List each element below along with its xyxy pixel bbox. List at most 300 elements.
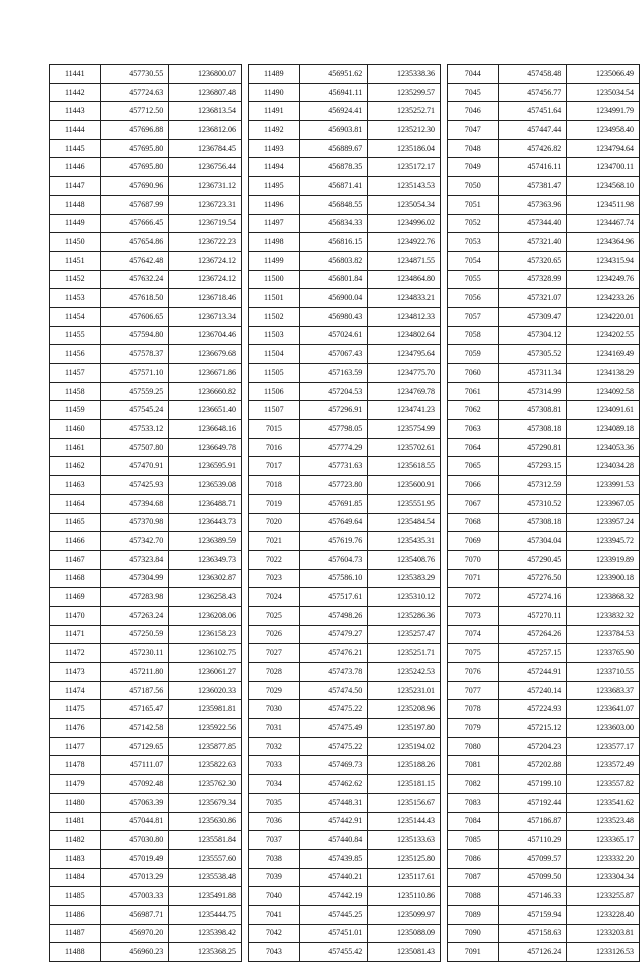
table-row: [50, 158, 242, 177]
x-coordinate-cell: 457455.42: [299, 943, 368, 962]
x-coordinate-cell: 456848.55: [299, 195, 368, 214]
point-id-cell: 11476: [50, 719, 101, 738]
coordinate-table-middle: [248, 64, 441, 962]
y-coordinate-cell: 1236258.43: [169, 588, 242, 607]
y-coordinate-cell: 1235922.56: [169, 719, 242, 738]
y-coordinate-cell: 1235066.49: [567, 65, 640, 84]
y-coordinate-cell: 1234795.64: [368, 345, 441, 364]
table-row: [249, 588, 441, 607]
y-coordinate-cell: 1234034.28: [567, 457, 640, 476]
point-id-cell: 7075: [448, 644, 499, 663]
y-coordinate-cell: 1235156.67: [368, 793, 441, 812]
table-row: [448, 775, 640, 794]
table-row: [448, 756, 640, 775]
y-coordinate-cell: 1234802.64: [368, 326, 441, 345]
x-coordinate-cell: 457250.59: [100, 625, 169, 644]
x-coordinate-cell: 457199.10: [498, 775, 567, 794]
table-row: [249, 364, 441, 383]
x-coordinate-cell: 457723.80: [299, 476, 368, 495]
table-row: [249, 924, 441, 943]
x-coordinate-cell: 457448.31: [299, 793, 368, 812]
point-id-cell: 7062: [448, 401, 499, 420]
point-id-cell: 7078: [448, 700, 499, 719]
table-row: [448, 195, 640, 214]
x-coordinate-cell: 457619.76: [299, 532, 368, 551]
y-coordinate-cell: 1235181.15: [368, 775, 441, 794]
x-coordinate-cell: 457215.12: [498, 719, 567, 738]
y-coordinate-cell: 1234092.58: [567, 382, 640, 401]
table-row: [448, 849, 640, 868]
point-id-cell: 7058: [448, 326, 499, 345]
point-id-cell: 11506: [249, 382, 300, 401]
table-row: [448, 476, 640, 495]
x-coordinate-cell: 457586.10: [299, 569, 368, 588]
x-coordinate-cell: 457305.52: [498, 345, 567, 364]
table-row: [249, 326, 441, 345]
x-coordinate-cell: 457304.99: [100, 569, 169, 588]
y-coordinate-cell: 1236812.06: [169, 121, 242, 140]
table-row: [249, 457, 441, 476]
point-id-cell: 7077: [448, 681, 499, 700]
point-id-cell: 7081: [448, 756, 499, 775]
y-coordinate-cell: 1234089.18: [567, 420, 640, 439]
y-coordinate-cell: 1236302.87: [169, 569, 242, 588]
y-coordinate-cell: 1233832.32: [567, 606, 640, 625]
y-coordinate-cell: 1234700.11: [567, 158, 640, 177]
x-coordinate-cell: 457204.23: [498, 737, 567, 756]
y-coordinate-cell: 1234315.94: [567, 251, 640, 270]
table-row: [448, 793, 640, 812]
x-coordinate-cell: 457211.80: [100, 663, 169, 682]
point-id-cell: 7046: [448, 102, 499, 121]
point-id-cell: 11501: [249, 289, 300, 308]
point-id-cell: 11490: [249, 83, 300, 102]
x-coordinate-cell: 456889.67: [299, 139, 368, 158]
table-row: [448, 943, 640, 962]
table-row: [448, 887, 640, 906]
x-coordinate-cell: 457024.61: [299, 326, 368, 345]
point-id-cell: 7025: [249, 606, 300, 625]
table-row: [249, 195, 441, 214]
point-id-cell: 11459: [50, 401, 101, 420]
point-id-cell: 11455: [50, 326, 101, 345]
table-row: [50, 681, 242, 700]
x-coordinate-cell: 457092.48: [100, 775, 169, 794]
y-coordinate-cell: 1234364.96: [567, 233, 640, 252]
table-row: [448, 719, 640, 738]
point-id-cell: 7071: [448, 569, 499, 588]
point-id-cell: 7016: [249, 438, 300, 457]
y-coordinate-cell: 1236649.78: [169, 438, 242, 457]
x-coordinate-cell: 457270.11: [498, 606, 567, 625]
x-coordinate-cell: 457798.05: [299, 420, 368, 439]
x-coordinate-cell: 457476.21: [299, 644, 368, 663]
x-coordinate-cell: 457111.07: [100, 756, 169, 775]
point-id-cell: 11441: [50, 65, 101, 84]
x-coordinate-cell: 457003.33: [100, 887, 169, 906]
x-coordinate-cell: 457030.80: [100, 831, 169, 850]
table-row: [50, 569, 242, 588]
table-row: [448, 457, 640, 476]
table-row: [50, 606, 242, 625]
point-id-cell: 11466: [50, 532, 101, 551]
table-row: [50, 513, 242, 532]
x-coordinate-cell: 457304.04: [498, 532, 567, 551]
table-row: [249, 307, 441, 326]
point-id-cell: 11471: [50, 625, 101, 644]
table-row: [249, 550, 441, 569]
x-coordinate-cell: 457204.53: [299, 382, 368, 401]
y-coordinate-cell: 1233900.18: [567, 569, 640, 588]
x-coordinate-cell: 457687.99: [100, 195, 169, 214]
table-row: [448, 532, 640, 551]
y-coordinate-cell: 1234996.02: [368, 214, 441, 233]
y-coordinate-cell: 1234769.78: [368, 382, 441, 401]
point-id-cell: 11507: [249, 401, 300, 420]
x-coordinate-cell: 457158.63: [498, 924, 567, 943]
y-coordinate-cell: 1236679.68: [169, 345, 242, 364]
table-row: [50, 476, 242, 495]
point-id-cell: 11492: [249, 121, 300, 140]
point-id-cell: 7049: [448, 158, 499, 177]
table-row: [50, 943, 242, 962]
x-coordinate-cell: 457304.12: [498, 326, 567, 345]
x-coordinate-cell: 457308.81: [498, 401, 567, 420]
x-coordinate-cell: 457594.80: [100, 326, 169, 345]
x-coordinate-cell: 457310.52: [498, 494, 567, 513]
table-row: [448, 681, 640, 700]
y-coordinate-cell: 1235133.63: [368, 831, 441, 850]
table-row: [249, 793, 441, 812]
point-id-cell: 7047: [448, 121, 499, 140]
point-id-cell: 11469: [50, 588, 101, 607]
y-coordinate-cell: 1235491.88: [169, 887, 242, 906]
point-id-cell: 11461: [50, 438, 101, 457]
y-coordinate-cell: 1235110.86: [368, 887, 441, 906]
point-id-cell: 11477: [50, 737, 101, 756]
table-row: [448, 251, 640, 270]
y-coordinate-cell: 1234568.10: [567, 177, 640, 196]
point-id-cell: 7061: [448, 382, 499, 401]
y-coordinate-cell: 1235557.60: [169, 849, 242, 868]
y-coordinate-cell: 1234864.80: [368, 270, 441, 289]
x-coordinate-cell: 457774.29: [299, 438, 368, 457]
y-coordinate-cell: 1235679.34: [169, 793, 242, 812]
point-id-cell: 11453: [50, 289, 101, 308]
table-row: [50, 625, 242, 644]
table-row: [50, 775, 242, 794]
x-coordinate-cell: 457606.65: [100, 307, 169, 326]
point-id-cell: 7079: [448, 719, 499, 738]
y-coordinate-cell: 1236719.54: [169, 214, 242, 233]
y-coordinate-cell: 1235398.42: [169, 924, 242, 943]
y-coordinate-cell: 1234091.61: [567, 401, 640, 420]
table-row: [50, 868, 242, 887]
y-coordinate-cell: 1236731.12: [169, 177, 242, 196]
table-row: [249, 102, 441, 121]
point-id-cell: 7073: [448, 606, 499, 625]
x-coordinate-cell: 457290.81: [498, 438, 567, 457]
table-row: [249, 943, 441, 962]
point-id-cell: 7035: [249, 793, 300, 812]
x-coordinate-cell: 457649.64: [299, 513, 368, 532]
y-coordinate-cell: 1233784.53: [567, 625, 640, 644]
x-coordinate-cell: 457691.85: [299, 494, 368, 513]
x-coordinate-cell: 457099.57: [498, 849, 567, 868]
y-coordinate-cell: 1236539.08: [169, 476, 242, 495]
x-coordinate-cell: 456924.41: [299, 102, 368, 121]
table-row: [249, 438, 441, 457]
y-coordinate-cell: 1235188.26: [368, 756, 441, 775]
y-coordinate-cell: 1234233.26: [567, 289, 640, 308]
x-coordinate-cell: 457224.93: [498, 700, 567, 719]
table-row: [448, 270, 640, 289]
point-id-cell: 7033: [249, 756, 300, 775]
point-id-cell: 11478: [50, 756, 101, 775]
table-row: [448, 868, 640, 887]
y-coordinate-cell: 1236756.44: [169, 158, 242, 177]
point-id-cell: 11496: [249, 195, 300, 214]
table-row: [448, 438, 640, 457]
y-coordinate-cell: 1236349.73: [169, 550, 242, 569]
table-row: [448, 700, 640, 719]
y-coordinate-cell: 1236660.82: [169, 382, 242, 401]
y-coordinate-cell: 1233304.34: [567, 868, 640, 887]
y-coordinate-cell: 1235143.53: [368, 177, 441, 196]
table-row: [50, 457, 242, 476]
point-id-cell: 11468: [50, 569, 101, 588]
x-coordinate-cell: 457475.22: [299, 737, 368, 756]
table-row: [50, 663, 242, 682]
table-row: [448, 289, 640, 308]
x-coordinate-cell: 457240.14: [498, 681, 567, 700]
table-row: [249, 83, 441, 102]
y-coordinate-cell: 1235630.86: [169, 812, 242, 831]
y-coordinate-cell: 1235538.48: [169, 868, 242, 887]
table-row: [448, 158, 640, 177]
point-id-cell: 11493: [249, 139, 300, 158]
y-coordinate-cell: 1235251.71: [368, 644, 441, 663]
table-row: [249, 214, 441, 233]
y-coordinate-cell: 1235600.91: [368, 476, 441, 495]
x-coordinate-cell: 457274.16: [498, 588, 567, 607]
y-coordinate-cell: 1236813.54: [169, 102, 242, 121]
x-coordinate-cell: 457370.98: [100, 513, 169, 532]
table-row: [50, 905, 242, 924]
x-coordinate-cell: 457290.45: [498, 550, 567, 569]
table-row: [50, 364, 242, 383]
point-id-cell: 7063: [448, 420, 499, 439]
y-coordinate-cell: 1234467.74: [567, 214, 640, 233]
x-coordinate-cell: 456801.84: [299, 270, 368, 289]
point-id-cell: 7042: [249, 924, 300, 943]
point-id-cell: 11447: [50, 177, 101, 196]
x-coordinate-cell: 457187.56: [100, 681, 169, 700]
point-id-cell: 11480: [50, 793, 101, 812]
table-row: [50, 401, 242, 420]
point-id-cell: 7069: [448, 532, 499, 551]
table-row: [50, 887, 242, 906]
table-row: [50, 65, 242, 84]
x-coordinate-cell: 457666.45: [100, 214, 169, 233]
point-id-cell: 11481: [50, 812, 101, 831]
point-id-cell: 11497: [249, 214, 300, 233]
point-id-cell: 11456: [50, 345, 101, 364]
y-coordinate-cell: 1236718.46: [169, 289, 242, 308]
table-row: [50, 345, 242, 364]
x-coordinate-cell: 457019.49: [100, 849, 169, 868]
x-coordinate-cell: 457440.84: [299, 831, 368, 850]
y-coordinate-cell: 1235172.17: [368, 158, 441, 177]
point-id-cell: 7067: [448, 494, 499, 513]
point-id-cell: 11491: [249, 102, 300, 121]
x-coordinate-cell: 457578.37: [100, 345, 169, 364]
x-coordinate-cell: 457442.19: [299, 887, 368, 906]
point-id-cell: 11449: [50, 214, 101, 233]
table-row: [249, 737, 441, 756]
x-coordinate-cell: 457442.91: [299, 812, 368, 831]
table-row: [249, 251, 441, 270]
point-id-cell: 7053: [448, 233, 499, 252]
x-coordinate-cell: 457695.80: [100, 158, 169, 177]
point-id-cell: 7076: [448, 663, 499, 682]
point-id-cell: 7037: [249, 831, 300, 850]
table-row: [249, 681, 441, 700]
table-row: [249, 289, 441, 308]
table-row: [249, 233, 441, 252]
table-row: [50, 719, 242, 738]
table-row: [249, 644, 441, 663]
y-coordinate-cell: 1234138.29: [567, 364, 640, 383]
x-coordinate-cell: 456803.82: [299, 251, 368, 270]
y-coordinate-cell: 1236389.59: [169, 532, 242, 551]
table-row: [249, 625, 441, 644]
y-coordinate-cell: 1235099.97: [368, 905, 441, 924]
table-row: [448, 177, 640, 196]
x-coordinate-cell: 457063.39: [100, 793, 169, 812]
point-id-cell: 11463: [50, 476, 101, 495]
y-coordinate-cell: 1235822.63: [169, 756, 242, 775]
y-coordinate-cell: 1233203.81: [567, 924, 640, 943]
point-id-cell: 11458: [50, 382, 101, 401]
y-coordinate-cell: 1235212.30: [368, 121, 441, 140]
y-coordinate-cell: 1235144.43: [368, 812, 441, 831]
point-id-cell: 7031: [249, 719, 300, 738]
table-row: [249, 121, 441, 140]
point-id-cell: 11484: [50, 868, 101, 887]
table-row: [249, 345, 441, 364]
x-coordinate-cell: 457202.88: [498, 756, 567, 775]
y-coordinate-cell: 1233868.32: [567, 588, 640, 607]
y-coordinate-cell: 1233765.90: [567, 644, 640, 663]
x-coordinate-cell: 457344.40: [498, 214, 567, 233]
y-coordinate-cell: 1236671.86: [169, 364, 242, 383]
x-coordinate-cell: 457320.65: [498, 251, 567, 270]
point-id-cell: 7040: [249, 887, 300, 906]
x-coordinate-cell: 457654.86: [100, 233, 169, 252]
point-id-cell: 11473: [50, 663, 101, 682]
y-coordinate-cell: 1233710.55: [567, 663, 640, 682]
table-row: [249, 812, 441, 831]
point-id-cell: 7056: [448, 289, 499, 308]
point-id-cell: 11460: [50, 420, 101, 439]
y-coordinate-cell: 1235444.75: [169, 905, 242, 924]
x-coordinate-cell: 457604.73: [299, 550, 368, 569]
y-coordinate-cell: 1236443.73: [169, 513, 242, 532]
table-row: [249, 270, 441, 289]
y-coordinate-cell: 1234833.21: [368, 289, 441, 308]
point-id-cell: 7022: [249, 550, 300, 569]
x-coordinate-cell: 457632.24: [100, 270, 169, 289]
point-id-cell: 7024: [249, 588, 300, 607]
point-id-cell: 11498: [249, 233, 300, 252]
point-id-cell: 11475: [50, 700, 101, 719]
x-coordinate-cell: 456987.71: [100, 905, 169, 924]
x-coordinate-cell: 457363.96: [498, 195, 567, 214]
x-coordinate-cell: 457462.62: [299, 775, 368, 794]
point-id-cell: 7052: [448, 214, 499, 233]
table-row: [249, 887, 441, 906]
x-coordinate-cell: 457469.73: [299, 756, 368, 775]
x-coordinate-cell: 456941.11: [299, 83, 368, 102]
y-coordinate-cell: 1235484.54: [368, 513, 441, 532]
table-row: [50, 121, 242, 140]
y-coordinate-cell: 1235117.61: [368, 868, 441, 887]
point-id-cell: 11442: [50, 83, 101, 102]
table-row: [249, 139, 441, 158]
point-id-cell: 11450: [50, 233, 101, 252]
point-id-cell: 11486: [50, 905, 101, 924]
y-coordinate-cell: 1233919.89: [567, 550, 640, 569]
x-coordinate-cell: 456903.81: [299, 121, 368, 140]
y-coordinate-cell: 1235702.61: [368, 438, 441, 457]
x-coordinate-cell: 457426.82: [498, 139, 567, 158]
x-coordinate-cell: 457163.59: [299, 364, 368, 383]
point-id-cell: 7050: [448, 177, 499, 196]
point-id-cell: 11470: [50, 606, 101, 625]
table-row: [50, 849, 242, 868]
table-row: [448, 121, 640, 140]
table-row: [50, 420, 242, 439]
x-coordinate-cell: 457470.91: [100, 457, 169, 476]
point-id-cell: 7065: [448, 457, 499, 476]
x-coordinate-cell: 457230.11: [100, 644, 169, 663]
x-coordinate-cell: 457695.80: [100, 139, 169, 158]
x-coordinate-cell: 457257.15: [498, 644, 567, 663]
point-id-cell: 7028: [249, 663, 300, 682]
point-id-cell: 7080: [448, 737, 499, 756]
y-coordinate-cell: 1236488.71: [169, 494, 242, 513]
table-row: [249, 831, 441, 850]
point-id-cell: 7043: [249, 943, 300, 962]
table-row: [50, 532, 242, 551]
table-row: [448, 831, 640, 850]
y-coordinate-cell: 1234741.23: [368, 401, 441, 420]
y-coordinate-cell: 1234958.40: [567, 121, 640, 140]
table-row: [50, 326, 242, 345]
y-coordinate-cell: 1235231.01: [368, 681, 441, 700]
x-coordinate-cell: 456951.62: [299, 65, 368, 84]
table-row: [448, 65, 640, 84]
x-coordinate-cell: 457559.25: [100, 382, 169, 401]
x-coordinate-cell: 457451.64: [498, 102, 567, 121]
table-row: [50, 83, 242, 102]
table-row: [50, 139, 242, 158]
point-id-cell: 7026: [249, 625, 300, 644]
x-coordinate-cell: 457067.43: [299, 345, 368, 364]
x-coordinate-cell: 457244.91: [498, 663, 567, 682]
point-id-cell: 11452: [50, 270, 101, 289]
